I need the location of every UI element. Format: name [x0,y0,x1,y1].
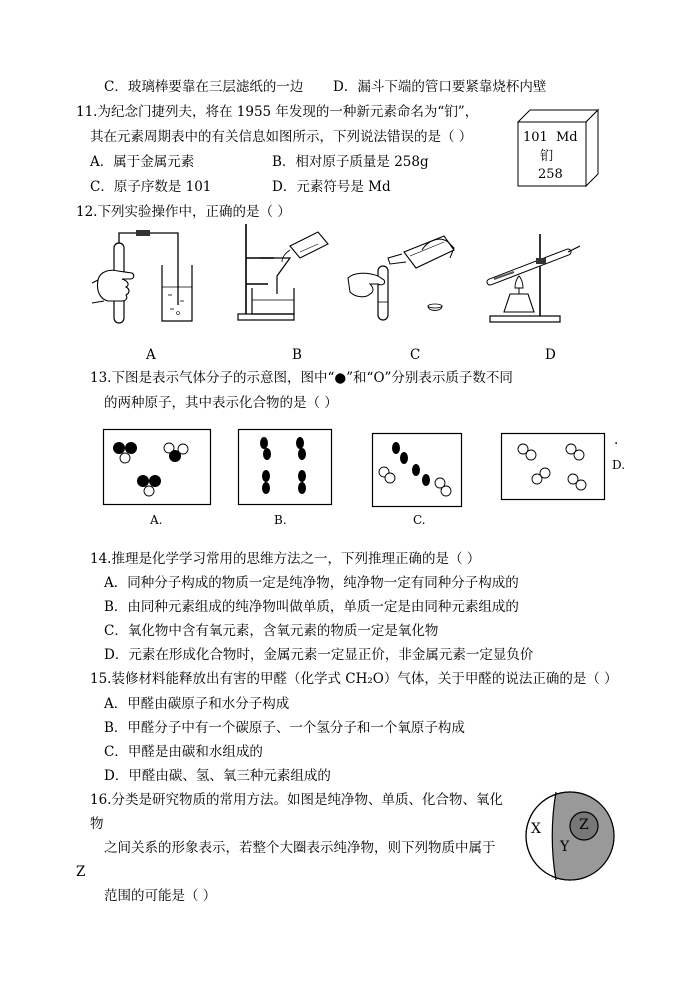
q10-option-d: D．漏斗下端的管口要紧靠烧杯内壁 [333,79,547,95]
q15-stem: 15.装修材料能释放出有害的甲醛（化学式 CH₂O）气体，关于甲醛的说法正确的是（ ） [90,671,618,687]
q14-option-b: B．由同种元素组成的纯净物叫做单质，单质一定是由同种元素组成的 [104,599,519,615]
diagram-label-z: Z [579,817,589,833]
experiment-b-image [228,222,348,322]
q11-stem-line2: 其在元素周期表中的有关信息如图所示，下列说法错误的是（ ） [90,129,473,145]
experiment-c-label: C [410,347,421,363]
molecule-box-c-label: C. [413,513,426,527]
experiment-b-label: B [292,347,302,363]
q11-option-b: B．相对原子质量是 258g [272,154,429,170]
element-card-mass: 258 [538,167,563,182]
experiment-c-image [344,232,464,324]
molecule-box-c [372,433,462,507]
molecule-box-d [501,433,605,500]
diagram-label-x: X [531,821,541,837]
q14-option-a: A．同种分子构成的物质一定是纯净物，纯净物一定有同种分子构成的 [104,575,519,591]
q16-stem-line3: 之间关系的形象表示，若整个大圈表示纯净物，则下列物质中属于 [104,840,496,856]
experiment-a-label: A [146,347,156,363]
q15-option-a: A．甲醛由碳原子和水分子构成 [104,696,290,712]
q14-stem: 14.推理是化学学习常用的思维方法之一，下列推理正确的是（ ） [90,551,481,567]
element-card-number: 101 [523,130,548,145]
q13-dot: . [614,432,619,448]
q11-option-d: D．元素符号是 Md [272,179,391,195]
molecule-box-b [238,429,332,505]
q15-option-b: B．甲醛分子中有一个碳原子、一个氢分子和一个氧原子构成 [104,720,465,736]
molecule-box-b-label: B. [274,513,287,527]
q11-stem-line1: 11.为纪念门捷列夫，将在 1955 年发现的一种新元素命名为“钔”， [76,104,479,120]
q12-stem: 12.下列实验操作中，正确的是（ ） [76,204,291,220]
molecule-box-d-label: D. [612,458,626,472]
element-card-name: 钔 [540,149,554,164]
experiment-d-image [484,232,584,324]
element-card-symbol: Md [556,130,578,145]
q16-stem-line2: 物 [90,816,104,832]
q11-option-a: A．属于金属元素 [90,154,195,170]
experiment-d-label: D [545,347,556,363]
q14-option-c: C．氧化物中含有氧元素，含氧元素的物质一定是氧化物 [104,623,439,639]
q16-stem-line1: 16.分类是研究物质的常用方法。如图是纯净物、单质、化合物、氧化 [90,792,503,808]
experiment-a-image [88,225,198,325]
molecule-box-a-label: A. [150,513,163,527]
q16-stem-line4: Z [76,864,86,880]
q11-option-c: C．原子序数是 101 [90,179,212,195]
q15-option-c: C．甲醛是由碳和水组成的 [104,744,263,760]
q16-stem-line5: 范围的可能是（ ） [104,888,217,904]
q15-option-d: D．甲醛由碳、氢、氧三种元素组成的 [104,768,331,784]
diagram-label-y: Y [560,839,570,855]
molecule-box-a [103,429,211,505]
q13-stem-line2: 的两种原子，其中表示化合物的是（ ） [104,395,338,411]
q13-stem-line1: 13.下图是表示气体分子的示意图，图中“●”和“Ο”分别表示质子数不同 [90,370,513,386]
q14-option-d: D．元素在形成化合物时，金属元素一定显正价，非金属元素一定显负价 [104,647,534,663]
q10-option-c: C．玻璃棒要靠在三层滤纸的一边 [104,79,304,95]
